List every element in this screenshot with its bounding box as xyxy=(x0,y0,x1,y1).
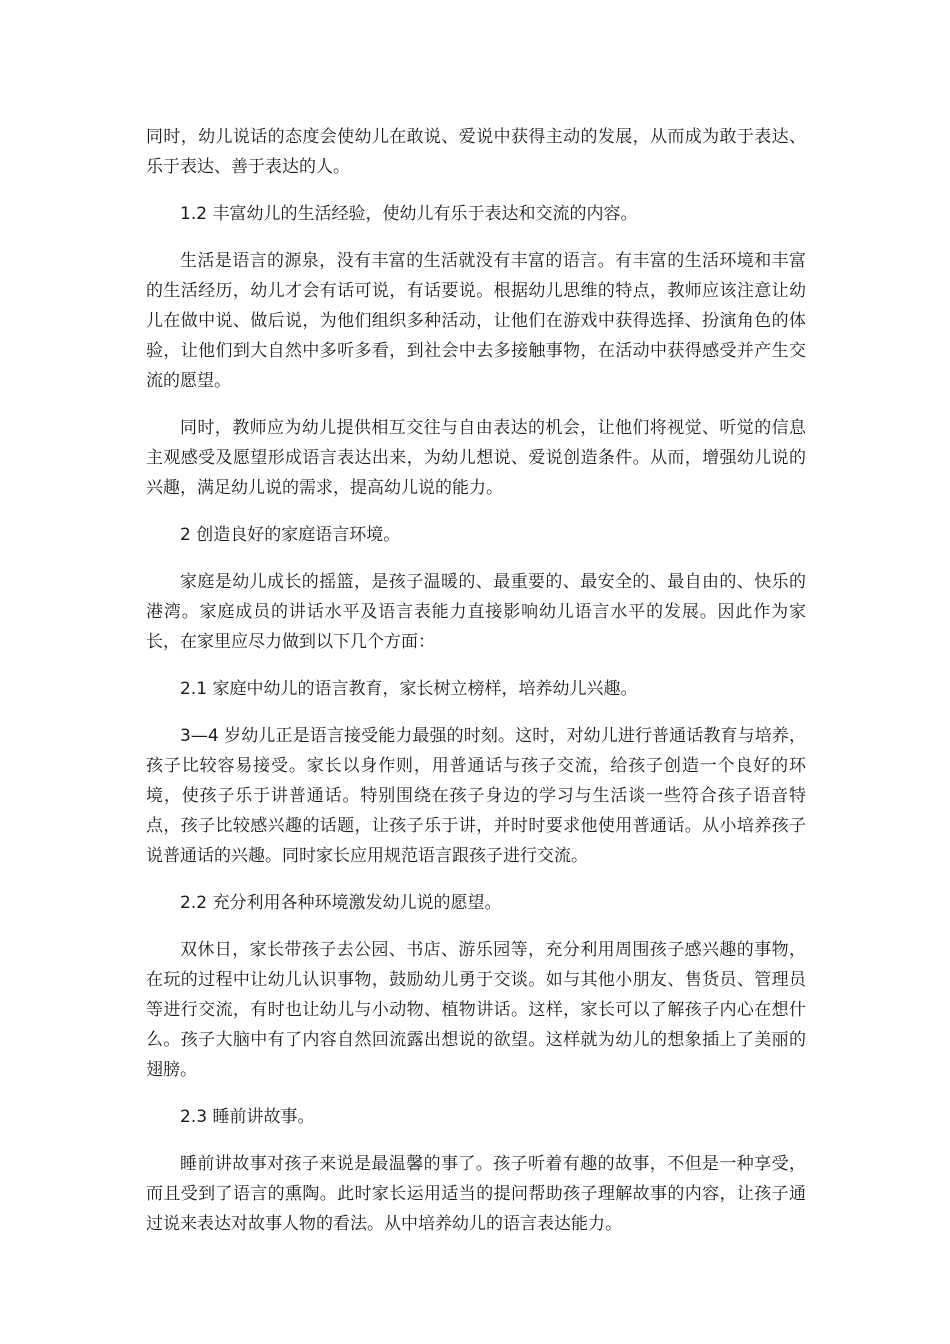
paragraph: 双休日，家长带孩子去公园、书店、游乐园等，充分利用周围孩子感兴趣的事物，在玩的过程中让幼儿认识事物，鼓励幼儿勇于交谈。如与其他小朋友、售货员、管理员等进行交流，有时也让幼儿与小动物、植物讲话。这样，家长可以了解孩子内心在想什么。孩子大脑中有了内容自然回流露出想说的欲望。这样就为幼儿的想象插上了美丽的翅膀。 xyxy=(146,940,806,1080)
paragraph: 生活是语言的源泉，没有丰富的生活就没有丰富的语言。有丰富的生活环境和丰富的生活经历，幼儿才会有话可说，有话要说。根据幼儿思维的特点，教师应该注意让幼儿在做中说、做后说，为他们组织多种活动，让他们在游戏中获得选择、扮演角色的体验，让他们到大自然中多听多看，到社会中去多接触事物，在活动中获得感受并产生交流的愿望。 xyxy=(146,251,806,391)
section-heading-1-2: 1.2 丰富幼儿的生活经验，使幼儿有乐于表达和交流的内容。 xyxy=(180,204,638,224)
paragraph: 睡前讲故事对孩子来说是最温馨的事了。孩子听着有趣的故事，不但是一种享受，而且受到了语言的熏陶。此时家长运用适当的提问帮助孩子理解故事的内容，让孩子通过说来表达对故事人物的看法。从中培养幼儿的语言表达能力。 xyxy=(146,1154,806,1234)
paragraph: 3—4 岁幼儿正是语言接受能力最强的时刻。这时，对幼儿进行普通话教育与培养，孩子比较容易接受。家长以身作则，用普通话与孩子交流，给孩子创造一个良好的环境，使孩子乐于讲普通话。特别围绕在孩子身边的学习与生活谈一些符合孩子语音特点，孩子比较感兴趣的话题，让孩子乐于讲，并时时要求他使用普通话。从小培养孩子说普通话的兴趣。同时家长应用规范语言跟孩子进行交流。 xyxy=(146,726,806,866)
paragraph: 同时，教师应为幼儿提供相互交往与自由表达的机会，让他们将视觉、听觉的信息主观感受及愿望形成语言表达出来，为幼儿想说、爱说创造条件。从而，增强幼儿说的兴趣，满足幼儿说的需求，提高幼儿说的能力。 xyxy=(146,418,806,498)
section-heading-2-2: 2.2 充分利用各种环境激发幼儿说的愿望。 xyxy=(180,893,502,913)
section-heading-2-1: 2.1 家庭中幼儿的语言教育，家长树立榜样，培养幼儿兴趣。 xyxy=(180,679,638,699)
section-heading-2-3: 2.3 睡前讲故事。 xyxy=(180,1107,315,1127)
paragraph: 家庭是幼儿成长的摇篮，是孩子温暖的、最重要的、最安全的、最自由的、快乐的港湾。家庭成员的讲话水平及语言表能力直接影响幼儿语言水平的发展。因此作为家长，在家里应尽力做到以下几个方面： xyxy=(146,572,806,652)
paragraph-continued: 同时，幼儿说话的态度会使幼儿在敢说、爱说中获得主动的发展，从而成为敢于表达、乐于表达、善于表达的人。 xyxy=(146,127,806,177)
section-heading-2: 2 创造良好的家庭语言环境。 xyxy=(180,525,401,545)
document-body xyxy=(146,122,806,1256)
